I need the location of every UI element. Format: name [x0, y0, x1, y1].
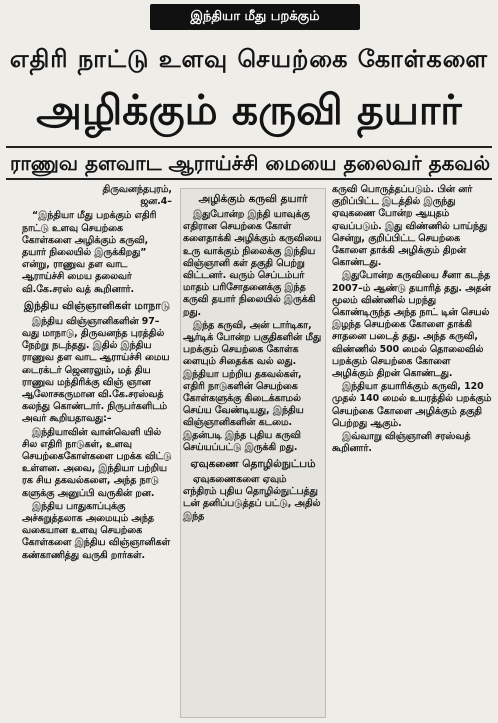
article-column-3 [332, 184, 492, 484]
headline-divider [6, 146, 492, 148]
body-paragraph: இதுபோன்ற இந்தி யாவுக்கு எதிரான செயற்கை கோள் களைதாக்கி அழிக்கும் கருவியை உரு வாக்கும் நிலைக்கு இந்திய விஞ்ஞானி கள் தகுதி பெற்று விட்டனர். வரும் செப்டம்பர் மாதம் பரிசோதனைக்கு இந்த கருவி தயார் நிலையில் இருக்கி றது. [183, 209, 322, 318]
article-column-1 [22, 184, 172, 716]
dateline-date: ஜன.4– [140, 196, 172, 208]
article-column-2 [180, 188, 326, 718]
column-1-subhead: இந்திய விஞ்ஞானிகள் மாநாடு [23, 299, 171, 312]
column-2-subhead: அழிக்கும் கருவி தயார் [198, 193, 308, 205]
dateline [22, 184, 172, 208]
body-paragraph: கருவி பொருத்தப்படும். பின் னர் குறிப்பிட்ட இடத்தில் இருந்து ஏவுகணை போன்ற ஆயுதம் ஏவப்படும். இது விண்ணில் பாய்ந்து சென்று, குறிப்பிட்ட செயற்கை கோளை தாக்கி அழிக்கும் திறன் கொண்டது. [332, 184, 488, 269]
headline-line-2: அழிக்கும் கருவி தயார் [36, 86, 462, 134]
body-paragraph: இந்திய பாதுகாப்புக்கு அச்சுறுத்தலாக அமையும் அந்த வகையான உளவு செயற்கை கோள்களை இந்திய விஞ்ஞானிகள் கண்காணித்து வருகி றார்கள். [22, 500, 171, 561]
lead-paragraph: “இந்தியா மீது பறக்கும் எதிரி நாட்டு உளவு செயற்கை கோள்களை அழிக்கும் கருவி, தயார் நிலையில் இருக்கிறது” என்று, ராணுவ தள வாட ஆராய்ச்சி மைய தலைவர் வி.கே.சரஸ் வத் கூறினார். [22, 210, 157, 295]
body-paragraph: இதுபோன்ற கருவியை சீனா கடந்த 2007–ம் ஆண்டு தயாரித் தது. அதன் மூலம் விண்ணில் பறந்து கொண்டிருந்த அந்த நாட் டின் செயல் இழந்த செயற்கை கோளை தாக்கி சாதனை படைத் தது. அந்த கருவி, விண்ணில் 500 மைல் தொலைவில் பறக்கும் செயற்கை கோளை அழிக்கும் திறன் கொண்டது. [332, 270, 491, 380]
body-paragraph: ஏவுகணைகளை ஏவும் எந்திரம் புதிய தொழில்நுட்பத்து டன் தனிப்படுத்தப் பட்டு, அதில் இந்த [183, 474, 321, 522]
body-paragraph: இவ்வாறு விஞ்ஞானி சரஸ்வத் கூறினார். [332, 431, 471, 455]
body-paragraph: இந்தியா தயாரிக்கும் கருவி, 120 முதல் 140 மைல் உயரத்தில் பறக்கும் செயற்கை கோளை அழிக்கும் தகுதி பெற்றது ஆகும். [332, 381, 492, 429]
body-paragraph: இந்தியாவின் வான்வெளி யில் சில எதிரி நாடுகள், உளவு செயற்கைகோள்களை பறக்க விட்டு உள்ளன. அவை, இந்தியா பற்றிய ரக சிய தகவல்களை, அந்த நாடு களுக்கு அனுப்பி வருகின் றன. [22, 426, 172, 499]
body-paragraph: இந்த கருவி, அன் டார்டிகா, ஆர்டிக் போன்ற பகுதிகளின் மீது பறக்கும் செயற்கை கோள்க ளையும் சிதைக்க வல் லது. இந்தியா பற்றிய தகவல்கள், எதிரி நாடுகளின் செயற்கை கோள்களுக்கு கிடைக்காமல் செய்ய வேண்டியது, இந்திய விஞ்ஞானிகளின் கடமை. இதன்படி இந்த புதிய கருவி செய்யப்பட்டு இருக்கி றது. [183, 319, 322, 453]
subheadline: ராணுவ தளவாட ஆராய்ச்சி மையை தலைவர் தகவல் [10, 151, 491, 175]
subheadline-divider [6, 178, 492, 180]
headline-line-1: எதிரி நாட்டு உளவு செயற்கை கோள்களை [9, 45, 489, 73]
body-paragraph: இந்திய விஞ்ஞானிகளின் 97–வது மாநாடு, திருவனந்த புரத்தில் நேற்று நடந்தது. இதில் இந்திய ராணுவ தள வாட ஆராய்ச்சி மைய டைரக்டர் ஜெனரலும், மத் திய ராணுவ மந்திரிக்கு விஞ் ஞான ஆலோசகருமான வி.கே.சரஸ்வத் கலந்து கொண்டார். நிருபர்களிடம் அவர் கூறியதாவது:– [22, 315, 170, 425]
column-2-subhead-2: ஏவுகணை தொழில்நுட்பம் [190, 458, 316, 471]
dateline-place: திருவனந்தபுரம், [102, 184, 172, 195]
kicker-banner: இந்தியா மீது பறக்கும் [150, 4, 360, 30]
